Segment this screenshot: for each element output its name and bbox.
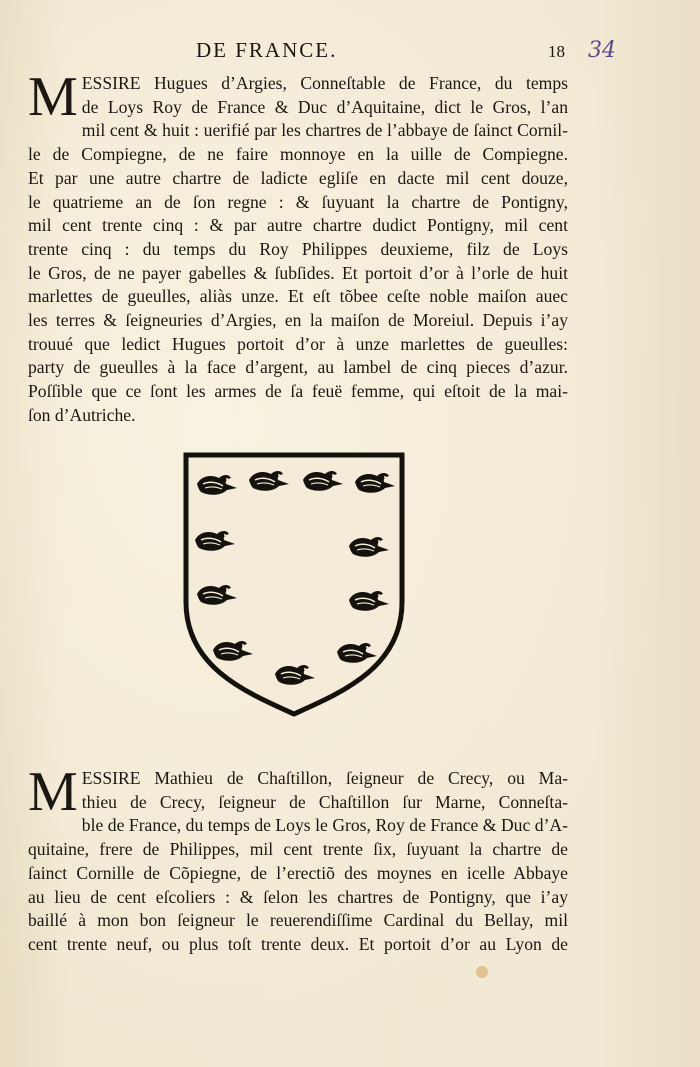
text-line: Poſſible que ce ſont les armes de ſa feuë femme, qui eſtoit de la mai- (28, 381, 568, 402)
text-line: mil cent trente cinq : & par autre chartre dudict Pontigny, mil cent (28, 215, 568, 236)
text-line: thieu de Crecy, ſeigneur de Chaſtillon ſur Marne, Conneſta- (81, 791, 568, 812)
paper-stain (476, 966, 488, 978)
text-line: ſainct Cornille de Cõpiegne, de l’erectiõ des moynes en icelle Abbaye (28, 862, 568, 883)
text-line: ble de France, du temps de Loys le Gros, Roy de France & Duc d’A- (81, 815, 568, 836)
text-line: baillé à mon bon ſeigneur le reuerendiſſime Cardinal du Bellay, mil (28, 910, 568, 931)
text-line: marlettes de gueulles, aliàs unze. Et eſt tõbee ceſte noble maiſon auec (28, 286, 568, 307)
entry-hugues-dargies (28, 66, 568, 428)
text-line: le de Compiegne, de ne faire monnoye en la uille de Compiegne. (28, 144, 568, 165)
text-line: cent trente neuf, ou plus toſt trente deux. Et portoit d’or au Lyon de (28, 933, 568, 954)
entry-mathieu-de-chastillon (28, 761, 568, 957)
text-line: les terres & ſeigneuries d’Argies, en la maiſon de Moreiul. Depuis i’ay (28, 310, 568, 331)
running-head: DE FRANCE. (196, 38, 338, 62)
text-line: au lieu de cent eſcoliers : & ſelon les chartres de Pontigny, que i’ay (28, 886, 568, 907)
text-line: ESSIRE Hugues d’Argies, Conneſtable de France, du temps (81, 73, 568, 93)
drop-capital: M (28, 761, 78, 823)
text-line: Et par une autre chartre de ladicte egliſe en dacte mil cent douze, (28, 167, 568, 188)
text-line: trente cinq : du temps du Roy Philippes deuxieme, filz de Loys (28, 238, 568, 259)
text-line: ESSIRE Mathieu de Chaſtillon, ſeigneur de Crecy, ou Ma- (81, 768, 568, 788)
text-line: quitaine, frere de Philippes, mil cent trente ſix, ſuyuant la chartre de (28, 839, 568, 860)
text-line: le Gros, de ne payer gabelles & ſubſides. Et portoit d’or à l’orle de huit (28, 262, 568, 283)
text-line: ſon d’Autriche. (28, 404, 136, 425)
text-line: le quatrieme an de ſon regne : & ſuyuant la chartre de Pontigny, (28, 191, 568, 212)
shield-svg (183, 452, 405, 717)
text-line: party de gueulles à la face d’argent, au lambel de cinq pieces d’azur. (28, 357, 568, 378)
drop-capital: M (28, 66, 78, 128)
text-line: trouué que ledict Hugues portoit d’or à unze marlettes de gueulles: (28, 333, 568, 354)
folio-number: 18 (548, 42, 565, 61)
handwritten-folio: 34 (588, 38, 616, 63)
text-line: de Loys Roy de France & Duc d’Aquitaine, dict le Gros, l’an (81, 96, 568, 117)
coat-of-arms-icon (183, 452, 405, 717)
text-line: mil cent & huit : uerifié par les chartres de l’abbaye de ſainct Cornil- (81, 120, 568, 141)
